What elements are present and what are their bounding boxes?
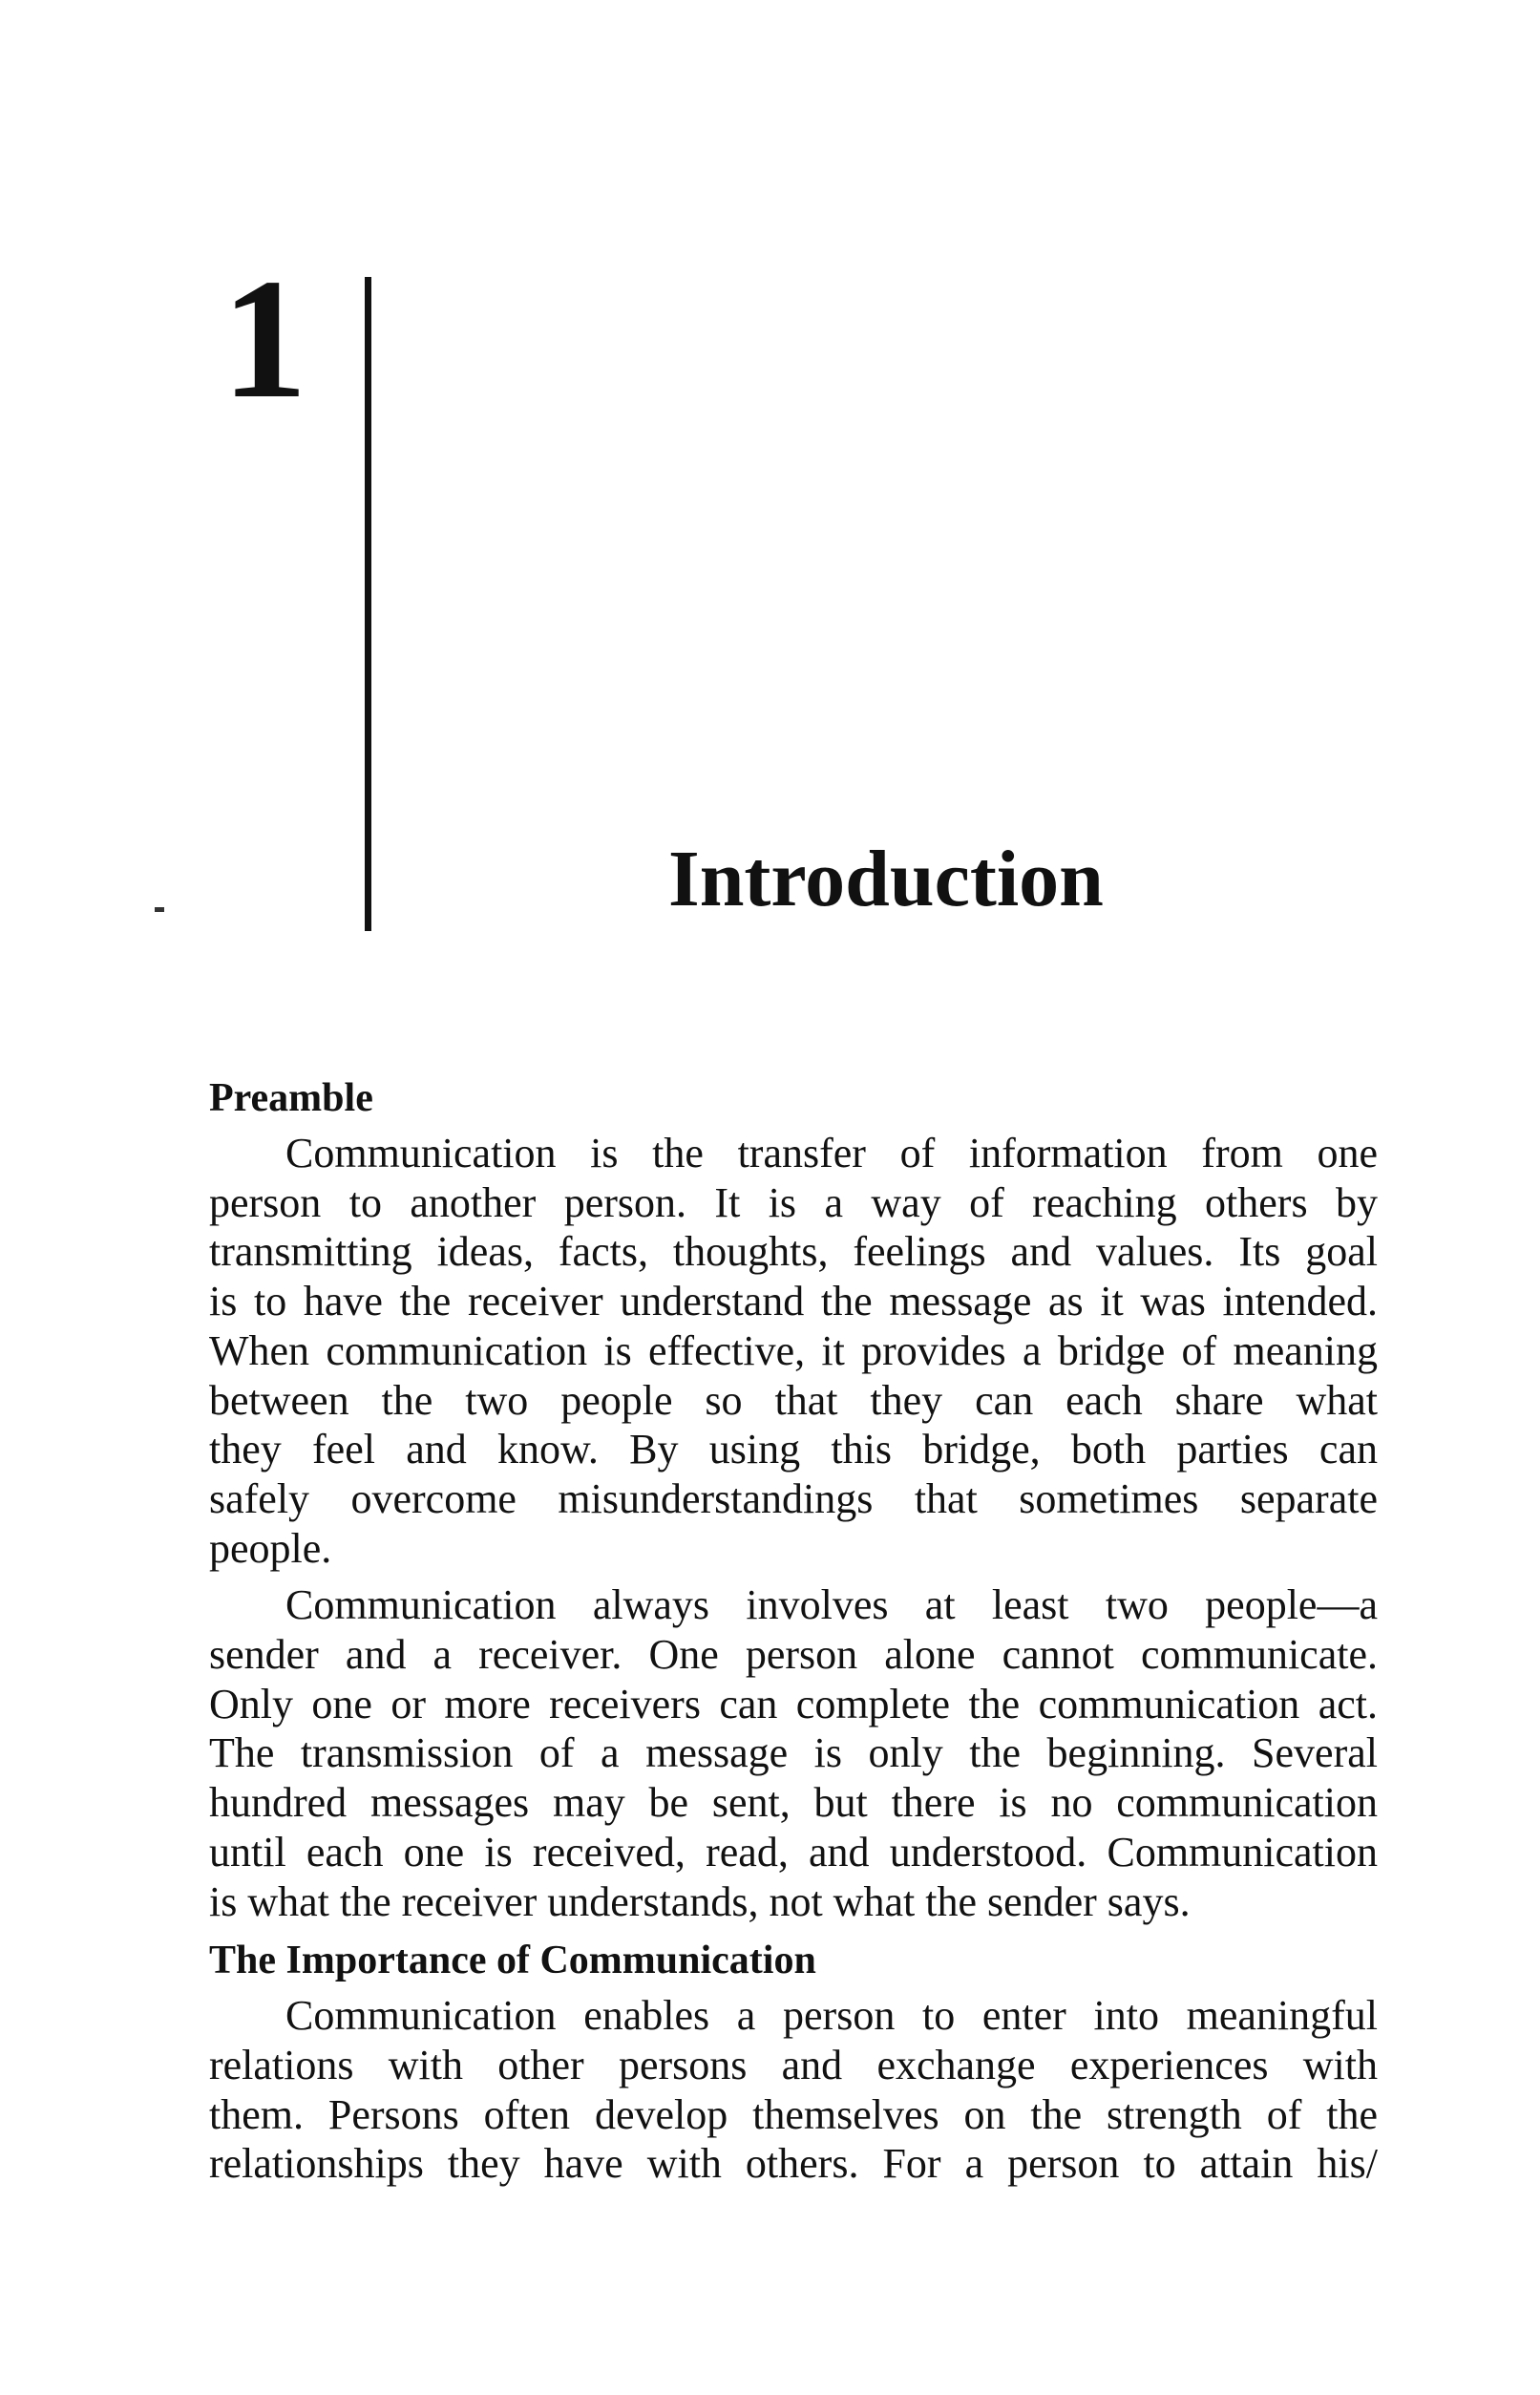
text-line: between the two people so that they can each share what bbox=[209, 1376, 1378, 1424]
paragraph bbox=[209, 1991, 1378, 2189]
chapter-rule bbox=[365, 277, 371, 931]
text-line: them. Persons often develop themselves on the strength of the bbox=[209, 2090, 1378, 2138]
paragraph bbox=[209, 1129, 1378, 1573]
text-line: When communication is effective, it provides a bridge of meaning bbox=[209, 1326, 1378, 1374]
text-line: person to another person. It is a way of reaching others by bbox=[209, 1178, 1378, 1226]
text-line: safely overcome misunderstandings that sometimes separate bbox=[209, 1474, 1378, 1522]
text-line: hundred messages may be sent, but there is no communication bbox=[209, 1779, 1378, 1827]
chapter-number: 1 bbox=[222, 244, 307, 434]
text-line: is to have the receiver understand the message as it was intended. bbox=[209, 1278, 1378, 1325]
paragraph bbox=[209, 1580, 1378, 1926]
section-heading-importance: The Importance of Communication bbox=[209, 1939, 816, 1983]
section-heading-preamble: Preamble bbox=[209, 1076, 373, 1120]
stray-mark bbox=[155, 907, 164, 912]
body-text bbox=[209, 1071, 1378, 2196]
text-line: The transmission of a message is only the beginning. Several bbox=[209, 1729, 1378, 1777]
text-line: sender and a receiver. One person alone cannot communicate. bbox=[209, 1631, 1378, 1679]
text-line: relations with other persons and exchange experiences with bbox=[209, 2041, 1378, 2088]
text-line: people. bbox=[209, 1524, 332, 1572]
text-line: until each one is received, read, and understood. Communication bbox=[209, 1828, 1378, 1876]
chapter-title: Introduction bbox=[668, 835, 1104, 923]
text-line: they feel and know. By using this bridge, both parties can bbox=[209, 1426, 1378, 1473]
text-line: Communication is the transfer of information from one bbox=[285, 1130, 1378, 1176]
text-line: Communication always involves at least two people—a bbox=[285, 1581, 1378, 1629]
text-line: transmitting ideas, facts, thoughts, feelings and values. Its goal bbox=[209, 1228, 1378, 1276]
text-line: is what the receiver understands, not what the sender says. bbox=[209, 1877, 1191, 1925]
text-line: Only one or more receivers can complete the communication act. bbox=[209, 1680, 1378, 1727]
text-line: Communication enables a person to enter into meaningful bbox=[285, 1992, 1378, 2040]
text-line: relationships they have with others. For a person to attain his/ bbox=[209, 2140, 1378, 2188]
